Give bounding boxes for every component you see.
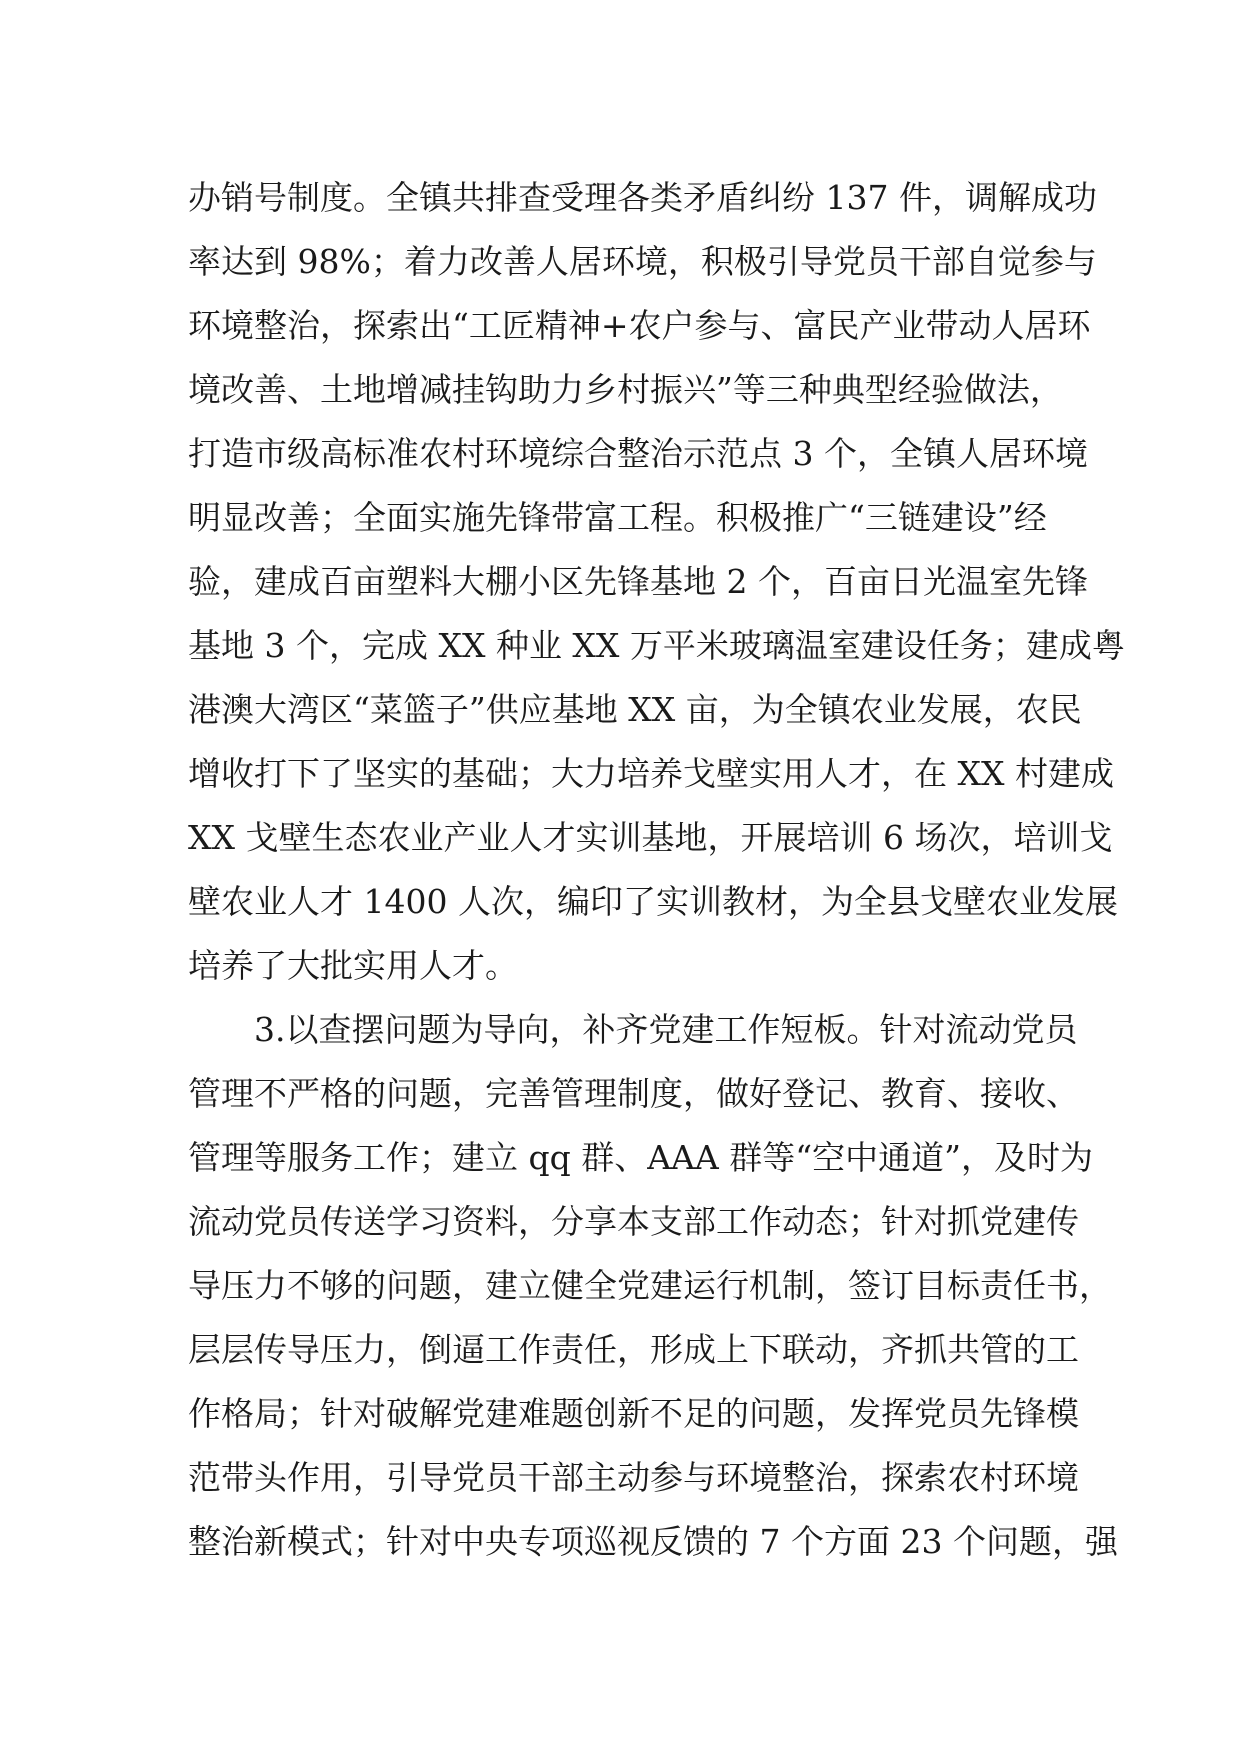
text-line: 环境整治，探索出“工匠精神+农户参与、富民产业带动人居环 [188,306,1091,345]
text-line: XX 戈壁生态农业产业人才实训基地，开展培训 6 场次，培训戈 [188,818,1113,857]
text-line: 验，建成百亩塑料大棚小区先锋基地 2 个，百亩日光温室先锋 [188,562,1088,601]
text-line: 打造市级高标准农村环境综合整治示范点 3 个，全镇人居环境 [188,434,1088,473]
body-text [188,166,1125,1574]
text-line: 率达到 98%；着力改善人居环境，积极引导党员干部自觉参与 [188,242,1097,281]
text-line: 壁农业人才 1400 人次，编印了实训教材，为全县戈壁农业发展 [188,882,1118,921]
text-line: 整治新模式；针对中央专项巡视反馈的 7 个方面 23 个问题，强 [188,1522,1118,1561]
text-line: 明显改善；全面实施先锋带富工程。积极推广“三链建设”经 [188,498,1047,537]
text-line: 办销号制度。全镇共排查受理各类矛盾纠纷 137 件，调解成功 [188,178,1097,217]
text-line: 基地 3 个，完成 XX 种业 XX 万平米玻璃温室建设任务；建成粤 [188,626,1125,665]
text-line: 管理等服务工作；建立 qq 群、AAA 群等“空中通道”，及时为 [188,1138,1093,1177]
text-line: 境改善、土地增减挂钩助力乡村振兴”等三种典型经验做法， [188,370,1063,409]
text-line: 层层传导压力，倒逼工作责任，形成上下联动，齐抓共管的工 [188,1330,1079,1369]
text-line: 导压力不够的问题，建立健全党建运行机制，签订目标责任书， [188,1266,1112,1305]
text-line: 流动党员传送学习资料，分享本支部工作动态；针对抓党建传 [188,1202,1079,1241]
text-line: 管理不严格的问题，完善管理制度，做好登记、教育、接收、 [188,1074,1079,1113]
section-heading-line: 3.以查摆问题为导向，补齐党建工作短板。针对流动党员 [188,1010,1078,1049]
text-line: 培养了大批实用人才。 [188,946,518,985]
text-line: 增收打下了坚实的基础；大力培养戈壁实用人才，在 XX 村建成 [188,754,1114,793]
text-line: 作格局；针对破解党建难题创新不足的问题，发挥党员先锋模 [188,1394,1079,1433]
text-line: 港澳大湾区“菜篮子”供应基地 XX 亩，为全镇农业发展，农民 [188,690,1082,729]
text-line: 范带头作用，引导党员干部主动参与环境整治，探索农村环境 [188,1458,1079,1497]
